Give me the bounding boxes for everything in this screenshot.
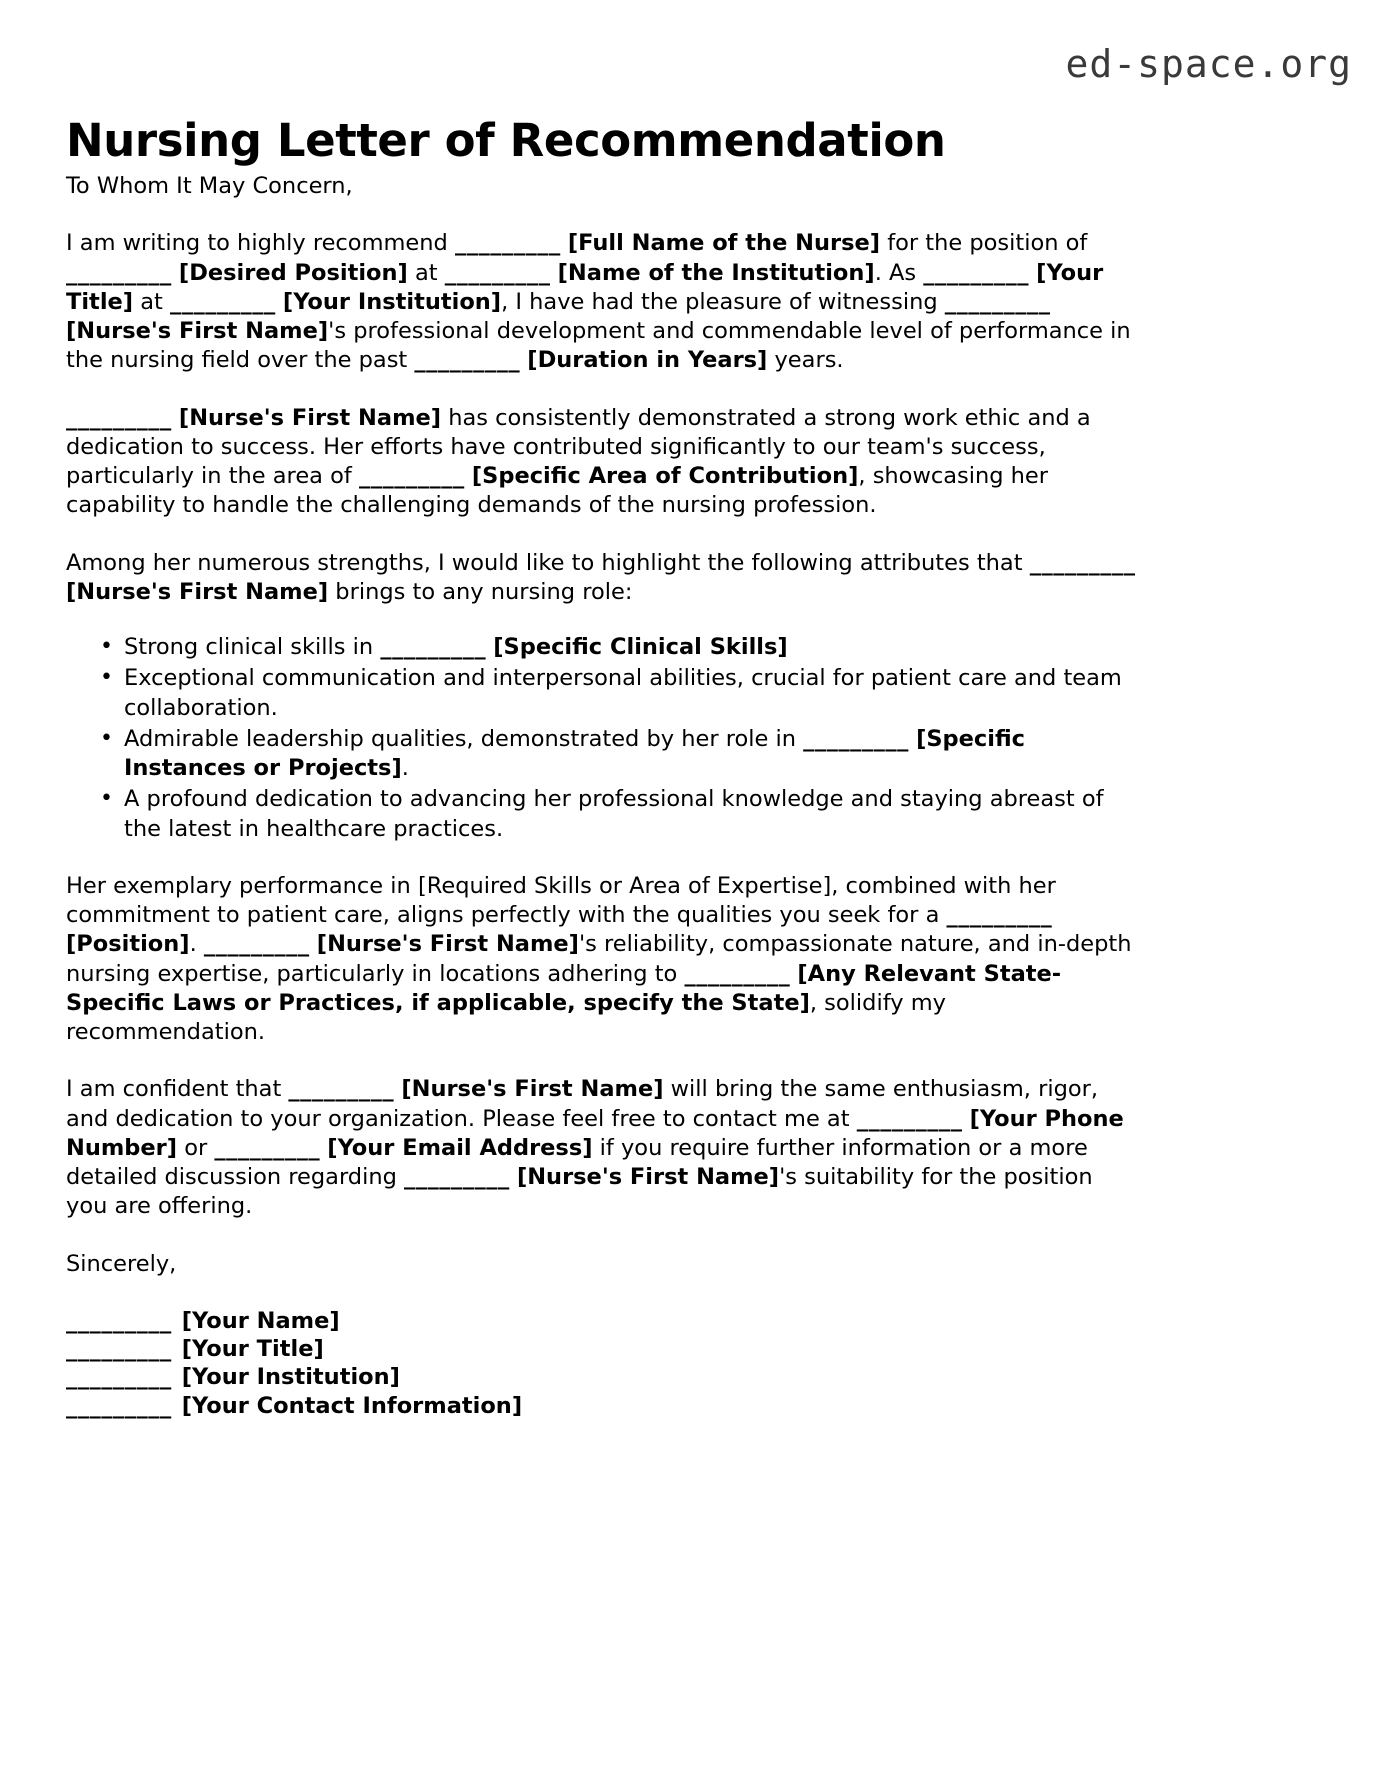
placeholder-desired-position: [Desired Position] xyxy=(178,259,408,286)
p4-text-1: Her exemplary performance in [Required Skills or Area of Expertise], combined with her commitment to patient care, aligns perfectly with the qualities you seek for a xyxy=(66,872,1056,928)
placeholder-area-of-contribution: [Specific Area of Contribution] xyxy=(471,463,859,489)
blank-field: _________ xyxy=(380,634,487,660)
p3-text-2: brings to any nursing role: xyxy=(328,578,633,605)
p4-text-2: . xyxy=(189,931,204,958)
placeholder-clinical-skills: [Specific Clinical Skills] xyxy=(493,634,788,660)
blank-field: _________ xyxy=(414,347,521,374)
placeholder-your-institution: [Your Institution] xyxy=(181,1364,400,1391)
placeholder-your-name: [Your Name] xyxy=(181,1307,340,1334)
placeholder-nurse-first-name: [Nurse's First Name] xyxy=(66,578,329,605)
p1-text-2: for the position of xyxy=(880,230,1088,257)
bullet-text-4: A profound dedication to advancing her professional knowledge and staying abreast of the latest in healthcare practices. xyxy=(124,786,1104,842)
p1-text-3: at xyxy=(407,259,445,286)
placeholder-state-specific-laws: [Any Relevant State-Specific Laws or Practices, if applicable, specify the State] xyxy=(66,960,1062,1016)
placeholder-nurse-first-name: [Nurse's First Name] xyxy=(401,1076,664,1103)
placeholder-nurse-first-name: [Nurse's First Name] xyxy=(178,404,442,431)
list-item xyxy=(124,664,1141,723)
page-title: Nursing Letter of Recommendation xyxy=(66,114,946,168)
blank-field: _________ xyxy=(454,230,561,257)
placeholder-your-title: [Your Title] xyxy=(181,1336,324,1363)
salutation xyxy=(66,172,1141,201)
blank-field: _________ xyxy=(66,1336,172,1363)
site-watermark: ed-space.org xyxy=(1065,42,1352,86)
bullet-text-1: Strong clinical skills in xyxy=(124,634,381,660)
paragraph-1 xyxy=(66,229,1141,375)
blank-field: _________ xyxy=(203,931,310,958)
signature-line-title xyxy=(66,1335,1141,1363)
placeholder-duration-years: [Duration in Years] xyxy=(527,347,768,374)
signature-line-institution xyxy=(66,1363,1141,1391)
placeholder-instances-projects: [Specific Instances or Projects] xyxy=(124,725,1025,781)
blank-field: _________ xyxy=(944,288,1051,315)
bullet-text-3: Admirable leadership qualities, demonstrated by her role in xyxy=(124,725,804,752)
blank-field: _________ xyxy=(358,463,465,489)
bullet-text-2: Exceptional communication and interpersonal abilities, crucial for patient care and team collaboration. xyxy=(124,665,1122,721)
placeholder-your-institution: [Your Institution] xyxy=(282,288,502,315)
placeholder-nurse-first-name: [Nurse's First Name] xyxy=(316,931,579,958)
blank-field: _________ xyxy=(66,259,172,286)
closing-text: Sincerely, xyxy=(66,1250,177,1277)
paragraph-3 xyxy=(66,549,1141,608)
blank-field: _________ xyxy=(66,1392,172,1419)
blank-field: _________ xyxy=(66,1364,172,1391)
placeholder-your-contact: [Your Contact Information] xyxy=(181,1392,523,1419)
p1-text-6: , I have had the pleasure of witnessing xyxy=(501,288,945,315)
paragraph-4 xyxy=(66,872,1141,1048)
blank-field: _________ xyxy=(1029,549,1136,576)
p3-text-1: Among her numerous strengths, I would like to highlight the following attributes that xyxy=(66,549,1030,576)
paragraph-5 xyxy=(66,1075,1141,1221)
blank-field: _________ xyxy=(288,1076,395,1103)
p2-text-2: , showcasing her capability to handle the challenging demands of the nursing profession. xyxy=(66,463,1049,519)
blank-field: _________ xyxy=(214,1134,321,1161)
p1-text-1: I am writing to highly recommend xyxy=(66,230,455,257)
signature-line-name xyxy=(66,1307,1141,1335)
p1-text-5: at xyxy=(133,288,170,315)
placeholder-institution-name: [Name of the Institution] xyxy=(557,259,875,286)
letter-body xyxy=(66,172,1141,1420)
blank-field: _________ xyxy=(684,960,791,987)
list-item xyxy=(124,633,1141,662)
placeholder-your-email: [Your Email Address] xyxy=(327,1134,593,1161)
blank-field: _________ xyxy=(803,725,909,752)
p5-text-5: 's suitability for the position you are offering. xyxy=(66,1164,1093,1220)
signature-line-contact xyxy=(66,1392,1141,1420)
blank-field: _________ xyxy=(66,404,172,431)
signature-block xyxy=(66,1307,1141,1420)
placeholder-nurse-first-name: [Nurse's First Name] xyxy=(516,1164,780,1190)
p1-text-4: . As xyxy=(874,259,924,286)
p1-text-7: 's professional development and commendable level of performance in the nursing field over the past xyxy=(66,318,1131,374)
placeholder-position: [Position] xyxy=(66,931,190,958)
placeholder-your-title: [Your Title] xyxy=(66,259,1104,315)
p5-text-2: will bring the same enthusiasm, rigor, and dedication to your organization. Please feel free to contact me at xyxy=(66,1076,1099,1132)
p5-text-1: I am confident that xyxy=(66,1076,289,1103)
blank-field: _________ xyxy=(923,259,1030,286)
bullet-text-3-end: . xyxy=(401,755,409,781)
p2-text-1: has consistently demonstrated a strong work ethic and a dedication to success. Her efforts have contributed significantly to our team's success, particularly in the area of xyxy=(66,404,1091,489)
p4-text-3: 's reliability, compassionate nature, and in-depth nursing expertise, particularly in locations adhering to xyxy=(66,931,1132,987)
list-item xyxy=(124,725,1141,784)
list-item xyxy=(124,785,1141,844)
blank-field: _________ xyxy=(66,1307,172,1334)
placeholder-nurse-first-name: [Nurse's First Name] xyxy=(66,318,329,344)
attributes-list xyxy=(66,633,1141,844)
placeholder-your-phone: [Your Phone Number] xyxy=(66,1105,1124,1161)
p5-text-4: if you require further information or a more detailed discussion regarding xyxy=(66,1134,1088,1190)
p1-text-8: years. xyxy=(767,347,844,374)
blank-field: _________ xyxy=(856,1105,963,1132)
placeholder-full-name: [Full Name of the Nurse] xyxy=(567,230,881,257)
p4-text-4: , solidify my recommendation. xyxy=(66,989,946,1045)
paragraph-2 xyxy=(66,404,1141,521)
closing xyxy=(66,1250,1141,1279)
blank-field: _________ xyxy=(404,1164,510,1190)
blank-field: _________ xyxy=(444,259,551,286)
p5-text-3: or xyxy=(177,1134,215,1161)
blank-field: _________ xyxy=(170,288,276,315)
salutation-text: To Whom It May Concern, xyxy=(66,173,353,199)
blank-field: _________ xyxy=(946,902,1053,928)
